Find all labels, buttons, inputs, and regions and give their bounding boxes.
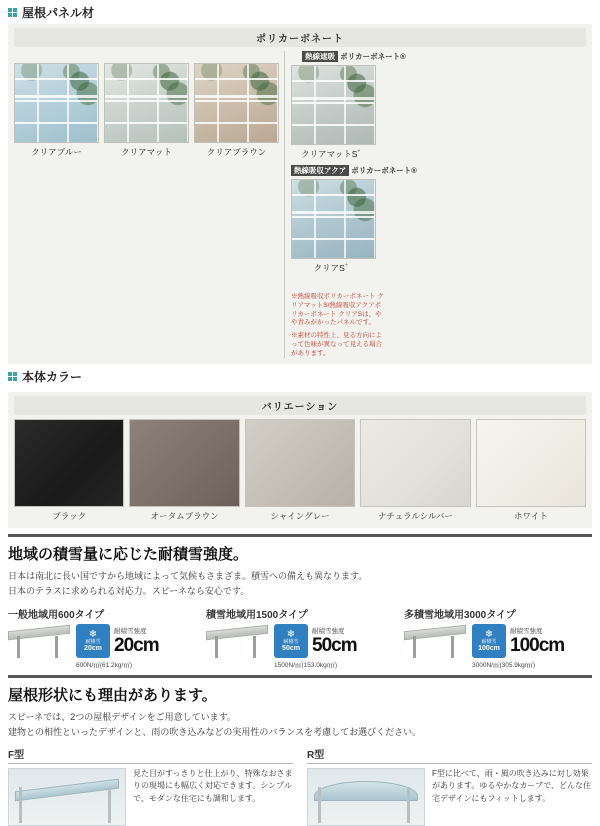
frame-lines-icon xyxy=(292,180,375,258)
body-color-swatch-row xyxy=(14,419,586,522)
color-swatch-label: ブラック xyxy=(52,511,87,522)
shape-label: F型 xyxy=(8,746,293,764)
color-swatch-image xyxy=(476,419,586,507)
frame-beam-icon xyxy=(105,95,188,98)
roof-panel-left-group xyxy=(14,51,279,158)
color-swatch-image xyxy=(245,419,355,507)
shape-section-title: 屋根形状にも理由があります。 xyxy=(8,687,217,705)
shape-section-body-1: スピーネでは、2つの屋根デザインをご用意しています。 xyxy=(8,712,236,723)
snow-section-title: 地域の積雪量に応じた耐積雪強度。 xyxy=(8,546,249,564)
terrace-roof-icon xyxy=(404,624,466,658)
snow-spec-item xyxy=(206,606,394,669)
panel-swatch-label: クリアブラウン xyxy=(206,147,267,157)
snow-spec-item xyxy=(404,606,592,669)
panel-swatch[interactable] xyxy=(291,65,376,160)
color-swatch-label: オータムブラウン xyxy=(150,511,219,522)
snow-spec-item xyxy=(8,606,196,669)
shape-description: F型に比べて、雨・風の吹き込みに対し効果があります。ゆるやかなカーブで、どんな住宅デザインにもフィットします。 xyxy=(432,768,592,803)
color-swatch[interactable] xyxy=(360,419,470,522)
panel-group-header xyxy=(291,51,417,62)
color-swatch-label: ナチュラルシルバー xyxy=(377,511,453,522)
color-swatch[interactable] xyxy=(14,419,124,522)
snow-measure-value: 20cm xyxy=(114,634,159,656)
panel-swatch[interactable] xyxy=(14,63,99,158)
roof-panel-note: ※熱線吸収ポリカーボネート クリアマットS/熱線吸収アクアポリカーボネート クリアSは、やや青みがかったパネルです。 xyxy=(291,293,384,327)
body-color-bar-label: バリエーション xyxy=(14,396,586,415)
snow-spec-title: 多積雪地域用3000タイプ xyxy=(404,610,516,622)
f-type-roof-illustration xyxy=(8,768,126,826)
panel-group-mark: ® xyxy=(400,52,406,61)
panel-swatch-label: クリアマット xyxy=(121,147,172,157)
body-color-heading-text: 本体カラー xyxy=(22,370,83,385)
roof-panel-heading-text: 屋根パネル材 xyxy=(22,6,95,20)
snow-badge xyxy=(472,624,506,658)
color-swatch[interactable] xyxy=(129,419,239,522)
panel-group-tag: 熱線遮吸 xyxy=(302,51,338,62)
color-swatch-label: シャイングレー xyxy=(270,511,330,522)
color-swatch-image xyxy=(360,419,470,507)
shape-row xyxy=(8,746,592,826)
snow-measure-sub: 1500N/㎡(153.0kg/㎡) xyxy=(274,662,338,670)
shape-label: R型 xyxy=(307,746,592,764)
panel-swatch-label: クリアS゛ xyxy=(313,263,354,273)
snow-section xyxy=(8,534,592,669)
snow-badge xyxy=(274,624,308,658)
panel-swatch-label: クリアブルー xyxy=(31,147,82,157)
shape-item-r xyxy=(307,746,592,826)
shape-description: 見た目がすっきりと仕上がり、特殊なおさまりの現場にも幅広く対応できます。シンプルで、モダンな住宅にも調和します。 xyxy=(133,768,293,803)
snow-section-body-1: 日本は南北に長い国ですから地域によって気候もさまざま。積雪への備えも異なります。 xyxy=(8,571,368,582)
square-marker-icon xyxy=(8,8,17,17)
shape-item-f xyxy=(8,746,293,826)
roof-panel-block xyxy=(8,24,592,364)
color-swatch[interactable] xyxy=(476,419,586,522)
panel-swatch-label: クリアマットS゛ xyxy=(301,149,366,159)
snow-badge-line1: 耐積雪 xyxy=(481,639,497,646)
frame-lines-icon xyxy=(105,64,188,142)
color-swatch[interactable] xyxy=(245,419,355,522)
panel-swatch-image xyxy=(291,65,376,145)
panel-swatch[interactable] xyxy=(194,63,279,158)
snow-measure-value: 50cm xyxy=(312,634,357,656)
frame-beam-icon xyxy=(195,95,278,98)
roof-panel-notes xyxy=(291,279,386,358)
color-swatch-label: ホワイト xyxy=(513,511,548,522)
square-marker-icon xyxy=(8,372,17,381)
panel-swatch-image xyxy=(104,63,189,143)
snow-badge xyxy=(76,624,110,658)
panel-group-header xyxy=(291,165,417,176)
snow-badge-line2: 20cm xyxy=(84,645,102,653)
snow-measure-sub: 600N/㎡(61.2kg/㎡) xyxy=(76,662,132,670)
snowflake-icon: ❄ xyxy=(286,628,296,640)
color-swatch-image xyxy=(14,419,124,507)
panel-group-title: ポリカーボネート xyxy=(340,52,401,61)
panel-group-title: ポリカーボネート xyxy=(351,166,412,175)
terrace-roof-icon xyxy=(206,624,268,658)
roof-panel-bar-label: ポリカーボネート xyxy=(14,28,586,47)
roof-panel-note: ※素材の特性上、見る方向によって色味が異なって見える場合があります。 xyxy=(291,332,382,357)
snow-section-body-2: 日本のテラスに求められる対応力。スピーネなら安心です。 xyxy=(8,585,250,596)
snow-badge-line1: 耐積雪 xyxy=(85,639,101,646)
roof-panel-right-group xyxy=(284,51,417,358)
frame-beam-icon xyxy=(15,95,98,98)
body-color-block xyxy=(8,392,592,528)
panel-swatch[interactable] xyxy=(291,179,376,274)
shape-section xyxy=(8,675,592,826)
body-color-heading xyxy=(0,364,600,388)
panel-swatch-image xyxy=(14,63,99,143)
panel-group-tag: 熱線吸収アクア xyxy=(291,165,349,176)
roof-panel-row xyxy=(14,51,586,358)
roof-panel-heading xyxy=(0,0,600,24)
snowflake-icon: ❄ xyxy=(88,628,98,640)
snow-badge-line2: 50cm xyxy=(282,645,300,653)
frame-lines-icon xyxy=(292,66,375,144)
r-type-roof-illustration xyxy=(307,768,425,826)
terrace-roof-icon xyxy=(8,624,70,658)
panel-swatch-image xyxy=(291,179,376,259)
snow-measure-label: 耐積雪強度 xyxy=(114,627,147,635)
snow-spec-title: 積雪地域用1500タイプ xyxy=(206,610,308,622)
snow-measure-label: 耐積雪強度 xyxy=(312,627,345,635)
frame-beam-icon xyxy=(292,97,375,100)
snow-spec-row xyxy=(8,606,592,669)
panel-group-mark: ® xyxy=(411,166,417,175)
snow-measure-value: 100cm xyxy=(510,634,565,656)
color-swatch-image xyxy=(129,419,239,507)
snow-measure-label: 耐積雪強度 xyxy=(510,627,543,635)
snow-badge-line2: 100cm xyxy=(478,645,500,653)
frame-lines-icon xyxy=(195,64,278,142)
snow-spec-title: 一般地域用600タイプ xyxy=(8,610,105,622)
snowflake-icon: ❄ xyxy=(484,628,494,640)
panel-swatch[interactable] xyxy=(104,63,189,158)
frame-lines-icon xyxy=(15,64,98,142)
shape-section-body-2: 建物との相性といったデザインと、雨の吹き込みなどの実用性のバランスを考慮してお選びください。 xyxy=(8,726,422,737)
panel-swatch-image xyxy=(194,63,279,143)
frame-beam-icon xyxy=(292,211,375,214)
snow-badge-line1: 耐積雪 xyxy=(283,639,299,646)
snow-measure-sub: 3000N/㎡(305.9kg/㎡) xyxy=(472,662,536,670)
